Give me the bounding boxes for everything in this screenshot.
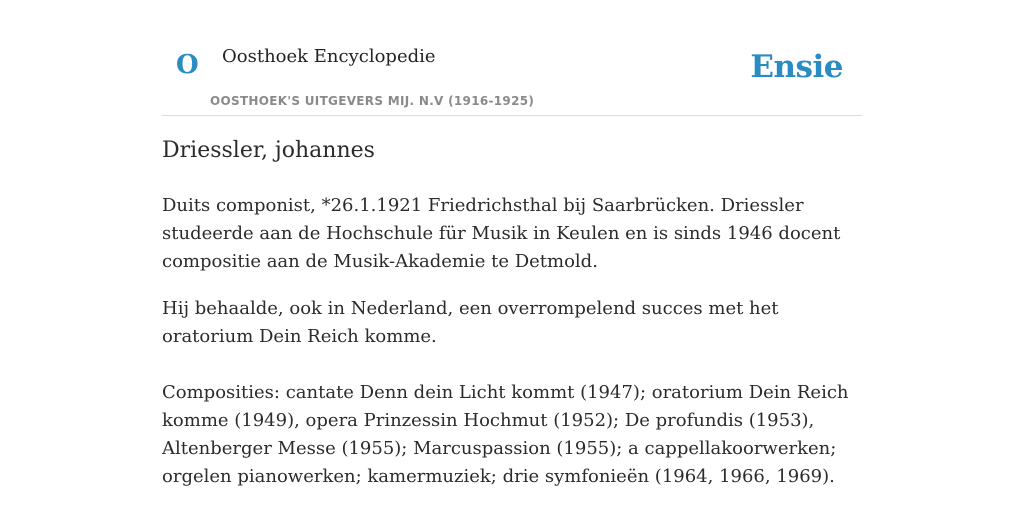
entry-paragraph: Duits componist, *26.1.1921 Friedrichsthal bij Saarbrücken. Driessler studeerde aan de Hochschule für Musik in Keulen en is sinds 1946 docent compositie aan de Musik-Akademie te Detmold. [162,195,841,272]
article-card [162,0,862,512]
entry-paragraph: Hij behaalde, ook in Nederland, een overrompelend succes met het oratorium Dein Reich komme. [162,298,779,347]
ensie-logo[interactable]: Ensie [750,49,843,85]
publisher-label: OOSTHOEK'S UITGEVERS MIJ. N.V (1916-1925) [210,94,535,108]
page-header [162,0,862,116]
entry-paragraph: Composities: cantate Denn dein Licht kommt (1947); oratorium Dein Reich komme (1949), opera Prinzessin Hochmut (1952); De profundis (1953), Altenberger Messe (1955); Marcuspassion (1955); a cappellakoorwerken; orgelen pianowerken; kamermuziek; drie symfonieën (1964, 1966, 1969). [162,382,849,487]
entry-title: Driessler, johannes [162,138,375,163]
book-title-link[interactable]: Oosthoek Encyclopedie [222,46,436,67]
book-logo[interactable]: O [176,50,199,80]
